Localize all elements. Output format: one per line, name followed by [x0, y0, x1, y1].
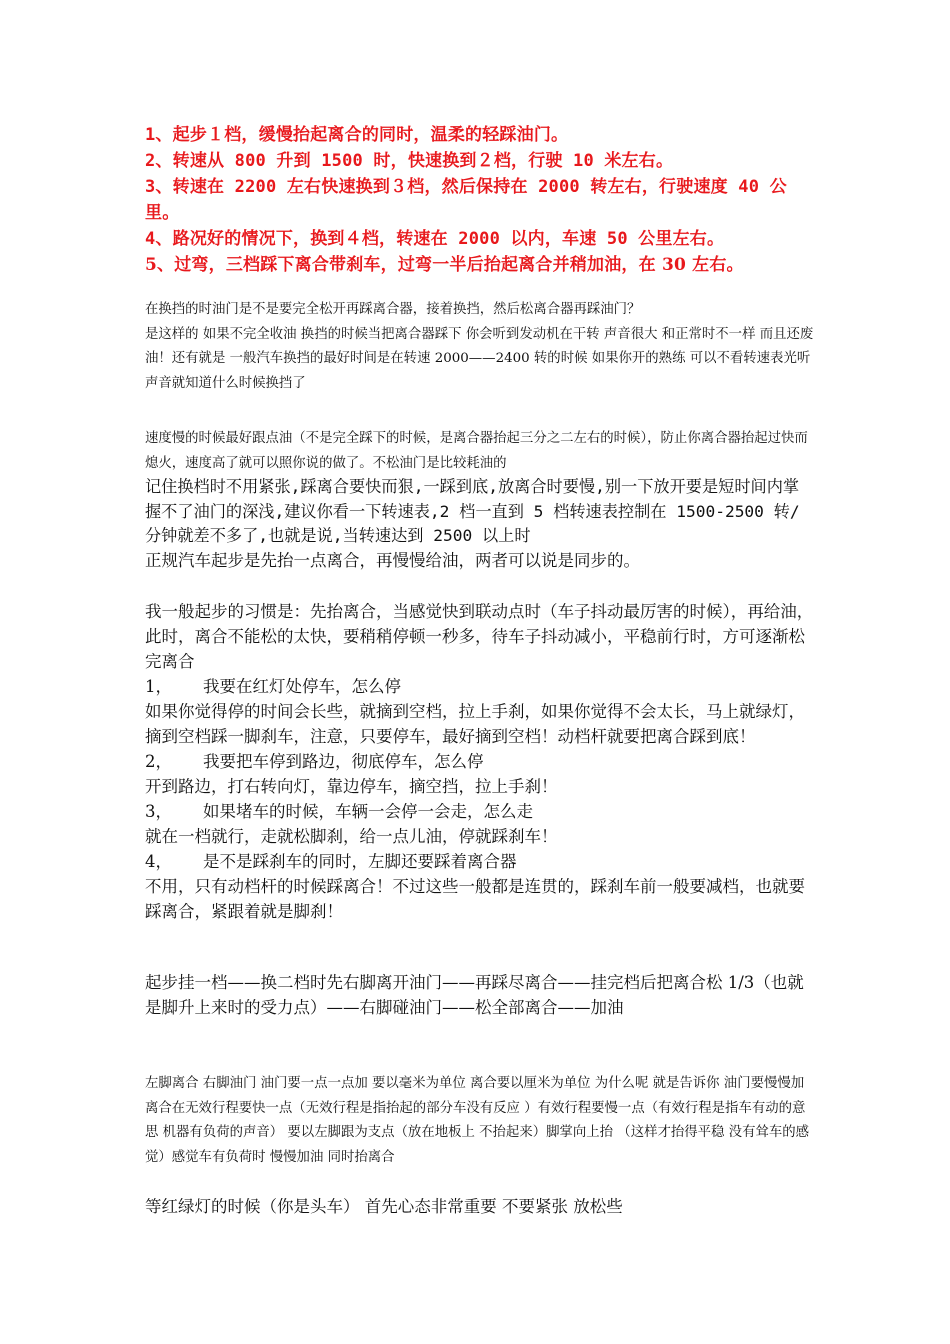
slow-speed-tip — [145, 427, 815, 476]
step-3: 3、转速在 2200 左右快速换到３档，然后保持在 2000 转左右，行驶速度 40 公里。 — [145, 177, 787, 223]
shift-paragraph: 记住换档时不用紧张,踩离合要快而狠,一踩到底,放离合时要慢,别一下放开要是短时间内掌握不了油门的深浅,建议你看一下转速表,2 档一直到 5 档转速表控制在 1500-2500 转/分钟就差不多了,也就是说,当转速达到 2500 以上时 — [145, 477, 800, 546]
question-text: 是不是踩刹车的同时，左脚还要踩着离合器 — [203, 852, 517, 871]
step-4: 4、路况好的情况下，换到４档，转速在 2000 以内，车速 50 公里左右。 — [145, 229, 725, 249]
question-text: 我要把车停到路边，彻底停车，怎么停 — [203, 752, 484, 771]
question-number: 1， — [145, 677, 172, 696]
traffic-light-paragraph: 等红绿灯的时候（你是头车） 首先心态非常重要 不要紧张 放松些 — [145, 1197, 623, 1216]
habit-answer-4: 不用，只有动档杆的时候踩离合！不过这些一般都是连贯的，踩刹车前一般要减档，也就要踩离合，紧跟着就是脚刹！ — [145, 877, 805, 921]
start-tip — [145, 548, 815, 573]
start-paragraph: 正规汽车起步是先抬一点离合，再慢慢给油，两者可以说是同步的。 — [145, 551, 640, 570]
qa-question: 在换挡的时油门是不是要完全松开再踩离合器，接着换挡，然后松离合器再踩油门？ — [145, 302, 641, 317]
feet-paragraph: 左脚离合 右脚油门 油门要一点一点加 要以毫米为单位 离合要以厘米为单位 为什么呢 就是告诉你 油门要慢慢加 离合在无效行程要快一点（无效行程是指抬起的部分车没有反应 ）有效行程要慢一点（有效行程是指车有动的意思 机器有负荷的声音） 要以左脚跟为支点（放在地板上 不抬起来）脚掌向上抬 （这样才抬得平稳 没有耸车的感觉）感觉车有负荷时 慢慢加油 同时抬离合 — [145, 1076, 810, 1165]
step-1: 1、起步１档，缓慢抬起离合的同时，温柔的轻踩油门。 — [145, 125, 569, 145]
traffic-light-tip — [145, 1194, 815, 1219]
question-number: 3， — [145, 802, 172, 821]
step-5: 5、过弯，三档踩下离合带刹车，过弯一半后抬起离合并稍加油，在 30 左右。 — [145, 255, 744, 275]
habit-question-4 — [145, 849, 815, 874]
shift-sequence — [145, 970, 815, 1020]
habit-intro: 我一般起步的习惯是：先抬离合，当感觉快到联动点时（车子抖动最厉害的时候），再给油，此时，离合不能松的太快，要稍稍停顿一秒多，待车子抖动减小，平稳前行时，方可逐渐松完离合 — [145, 602, 814, 671]
habit-answer-3: 就在一档就行，走就松脚刹，给一点儿油，停就踩刹车！ — [145, 827, 558, 846]
shift-tip — [145, 475, 815, 549]
slow-paragraph: 速度慢的时候最好跟点油（不是完全踩下的时候，是离合器抬起三分之二左右的时候），防止你离合器抬起过快而熄火，速度高了就可以照你说的做了。不松油门是比较耗油的 — [145, 431, 808, 471]
feet-technique — [145, 1072, 815, 1170]
habit-question-1 — [145, 674, 815, 699]
driving-steps — [145, 122, 815, 278]
habit-question-2 — [145, 749, 815, 774]
habit-question-3 — [145, 799, 815, 824]
question-number: 4， — [145, 852, 172, 871]
question-text: 我要在红灯处停车，怎么停 — [203, 677, 401, 696]
start-habit — [145, 599, 815, 924]
question-number: 2， — [145, 752, 172, 771]
gear-shift-qa — [145, 298, 815, 396]
habit-answer-1: 如果你觉得停的时间会长些，就摘到空档，拉上手刹，如果你觉得不会太长，马上就绿灯，摘到空档踩一脚刹车，注意，只要停车，最好摘到空档！动档杆就要把离合踩到底！ — [145, 702, 805, 746]
question-text: 如果堵车的时候，车辆一会停一会走，怎么走 — [203, 802, 533, 821]
step-2: 2、转速从 800 升到 1500 时，快速换到２档，行驶 10 米左右。 — [145, 151, 674, 171]
sequence-paragraph: 起步挂一档——换二档时先右脚离开油门——再踩尽离合——挂完档后把离合松 1/3（也就是脚升上来时的受力点）——右脚碰油门——松全部离合——加油 — [145, 973, 804, 1017]
habit-answer-2: 开到路边，打右转向灯，靠边停车，摘空挡，拉上手刹！ — [145, 777, 558, 796]
qa-answer: 是这样的 如果不完全收油 换挡的时候当把离合器踩下 你会听到发动机在干转 声音很大 和正常时不一样 而且还废油！还有就是 一般汽车换挡的最好时间是在转速 2000——2400 转的时候 如果你开的熟练 可以不看转速表光听声音就知道什么时候换挡了 — [145, 326, 814, 391]
